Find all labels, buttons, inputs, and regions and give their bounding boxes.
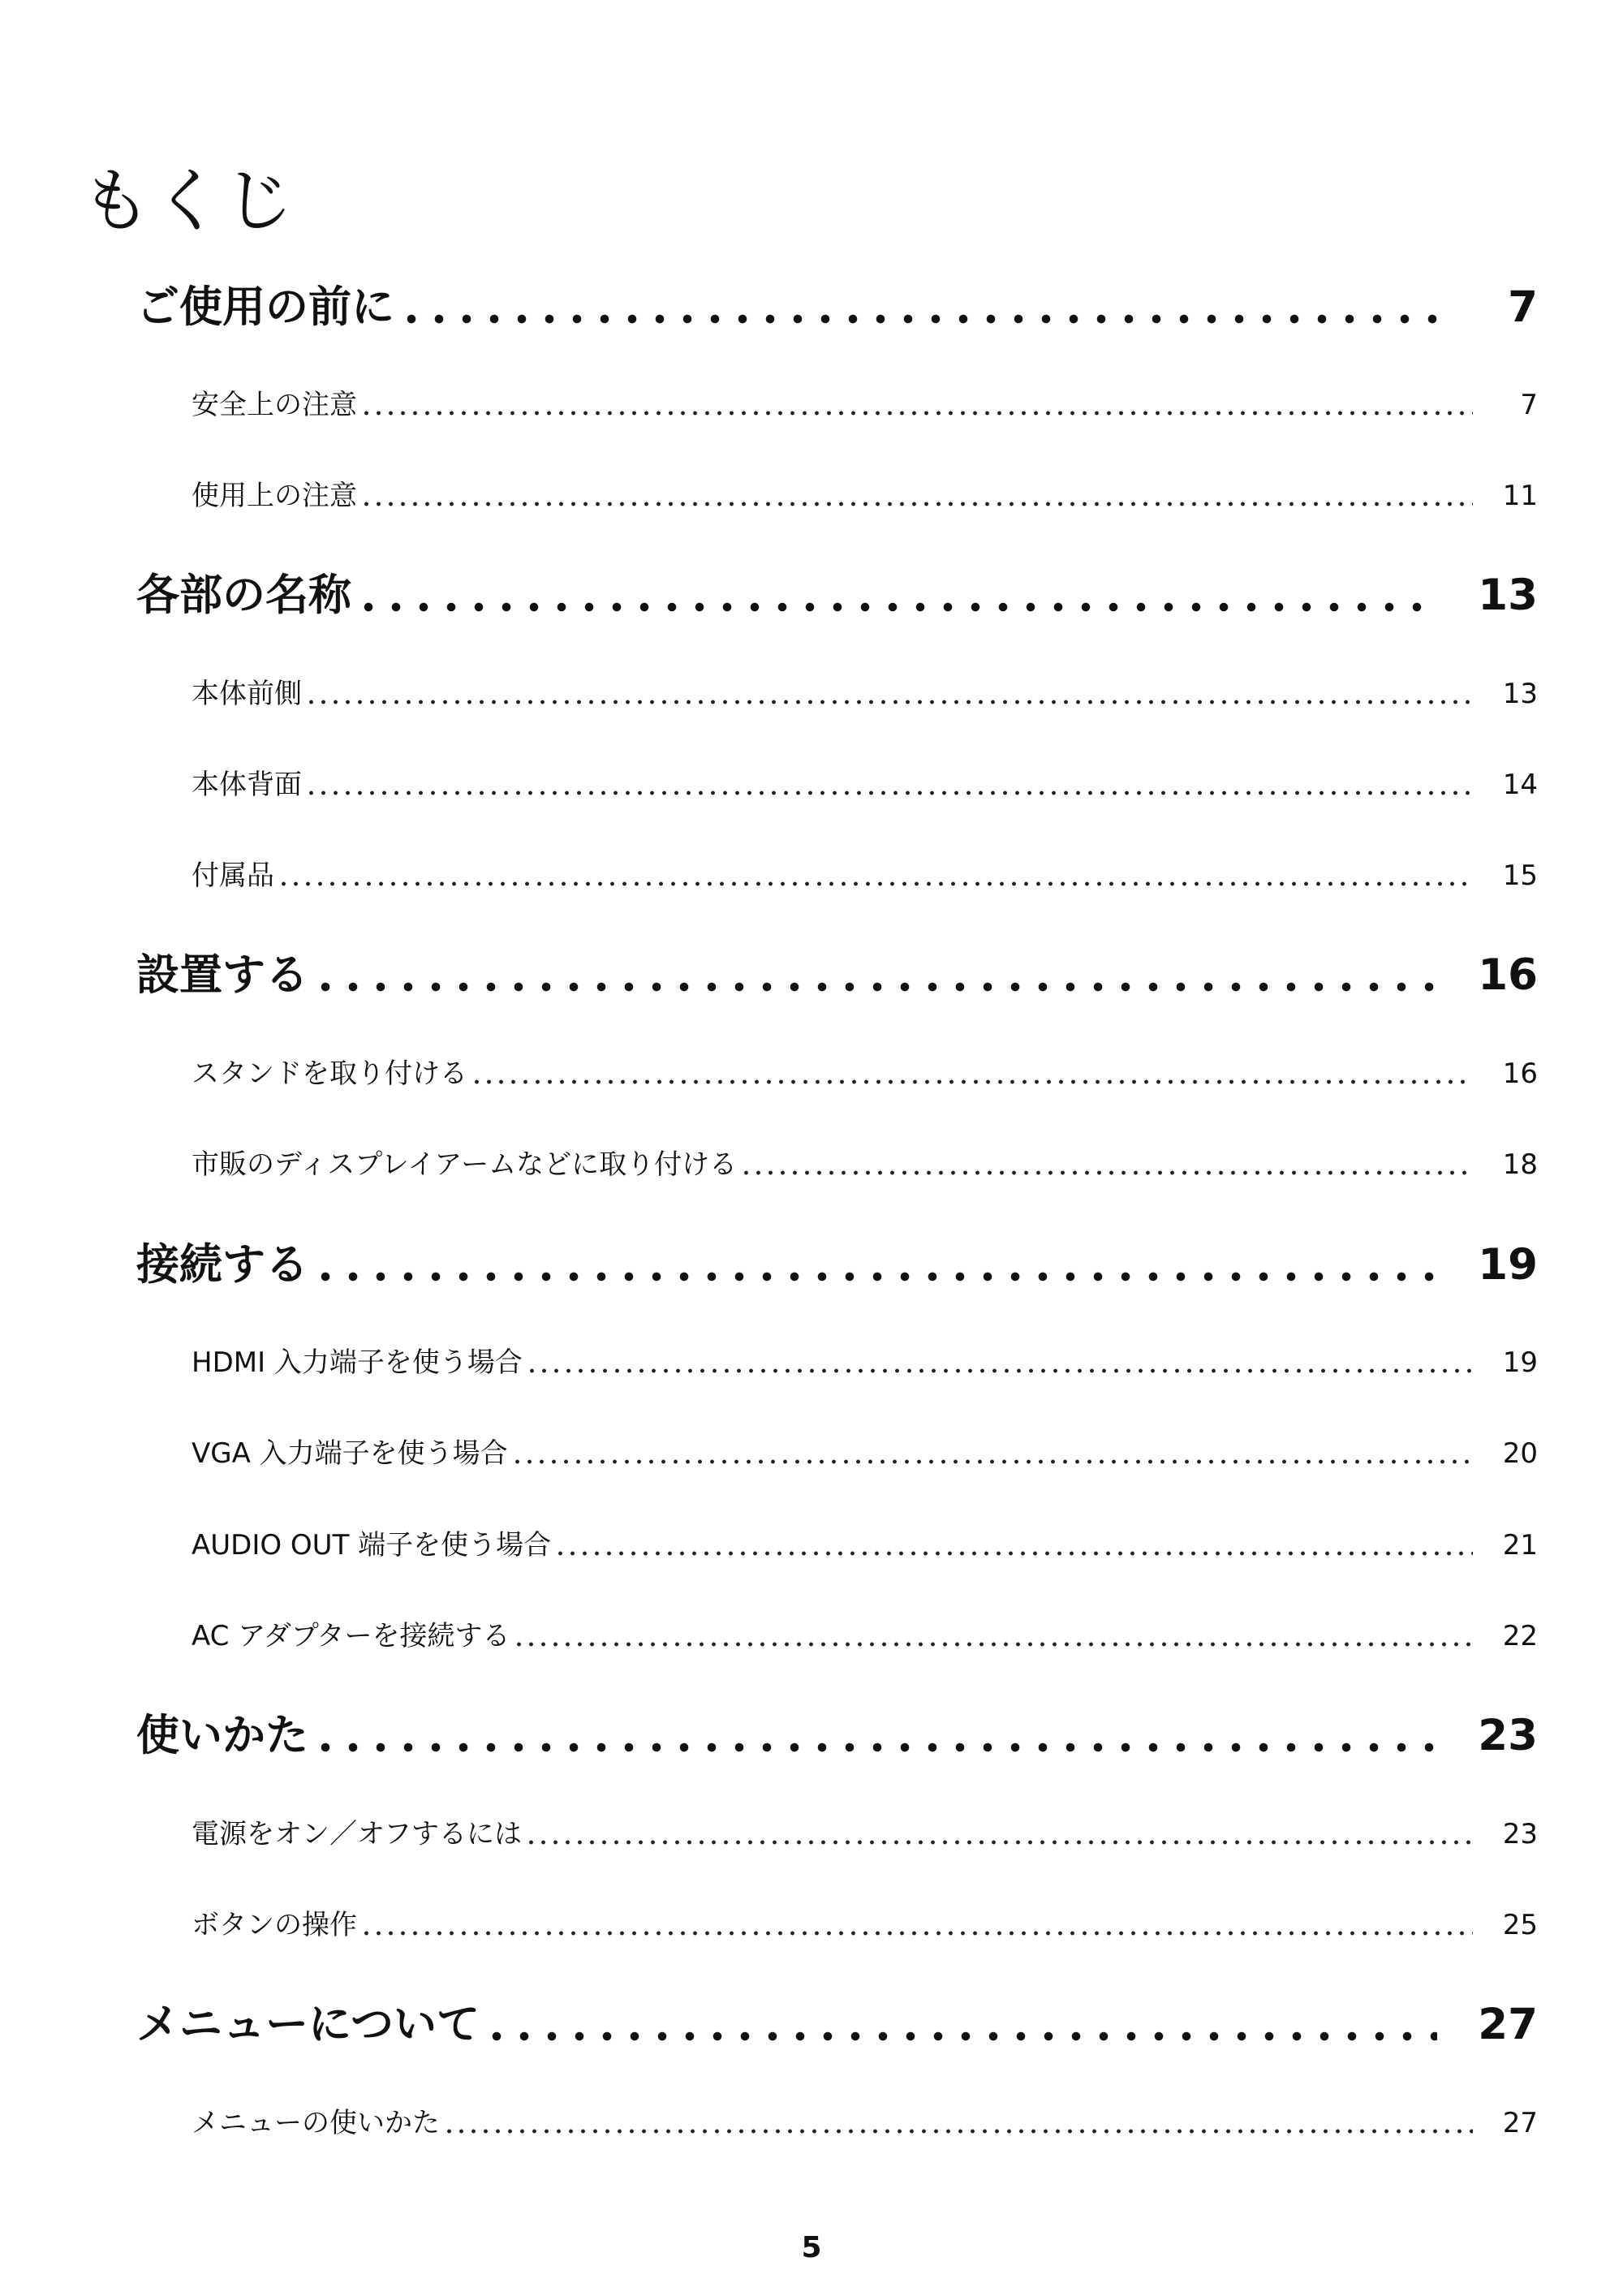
toc-chapter-entry[interactable] xyxy=(136,2000,1538,2049)
toc-entry-page: 7 xyxy=(1520,389,1538,421)
toc-entry-page: 11 xyxy=(1502,480,1538,512)
toc-entry-title: VGA 入力端子を使う場合 xyxy=(192,1437,508,1470)
dot-leader xyxy=(360,502,1473,506)
toc-entry-page: 22 xyxy=(1502,1620,1538,1652)
toc-entry-title: 付属品 xyxy=(192,859,274,892)
dot-leader xyxy=(312,982,1437,992)
toc-section-entry[interactable] xyxy=(192,1060,1538,1088)
toc-entry-page: 18 xyxy=(1502,1148,1538,1181)
toc-section-entry[interactable] xyxy=(192,1529,1538,1562)
toc-section-entry[interactable] xyxy=(192,391,1538,419)
dot-leader xyxy=(398,314,1440,324)
toc-entry-page: 19 xyxy=(1478,1240,1538,1290)
dot-leader xyxy=(305,790,1473,795)
toc-entry-page: 19 xyxy=(1502,1346,1538,1379)
toc-entry-page: 21 xyxy=(1502,1529,1538,1562)
toc-entry-page: 13 xyxy=(1502,678,1538,710)
dot-leader xyxy=(443,2129,1473,2134)
toc-entry-page: 15 xyxy=(1502,859,1538,892)
toc-entry-page: 13 xyxy=(1478,571,1538,620)
toc-chapter-entry[interactable] xyxy=(136,282,1538,332)
toc-section-entry[interactable] xyxy=(192,680,1538,708)
toc-entry-page: 23 xyxy=(1502,1818,1538,1850)
toc-entry-title: 使いかた xyxy=(136,1711,308,1760)
page-title: もくじ xyxy=(81,161,295,242)
toc-entry-page: 23 xyxy=(1478,1711,1538,1760)
toc-section-entry[interactable] xyxy=(192,1346,1538,1379)
dot-leader xyxy=(312,1272,1437,1282)
page-number: 5 xyxy=(801,2231,822,2264)
toc-entry-title: ボタンの操作 xyxy=(192,1909,357,1941)
toc-chapter-entry[interactable] xyxy=(136,1711,1538,1760)
toc-entry-page: 27 xyxy=(1502,2107,1538,2139)
toc-entry-title: スタンドを取り付ける xyxy=(192,1058,467,1090)
dot-leader xyxy=(740,1170,1473,1175)
toc-entry-title: AUDIO OUT 端子を使う場合 xyxy=(192,1529,552,1562)
toc-entry-title: 使用上の注意 xyxy=(192,480,357,512)
toc-entry-title: メニューの使いかた xyxy=(192,2107,440,2139)
toc-section-entry[interactable] xyxy=(192,2109,1538,2137)
toc-entry-title: HDMI 入力端子を使う場合 xyxy=(192,1346,523,1379)
toc-entry-title: メニューについて xyxy=(136,2000,480,2049)
toc-entry-title: 市販のディスプレイアームなどに取り付ける xyxy=(192,1148,738,1181)
dot-leader xyxy=(360,1931,1473,1936)
toc-entry-title: 安全上の注意 xyxy=(192,389,357,421)
toc-entry-page: 14 xyxy=(1502,769,1538,801)
dot-leader xyxy=(471,1079,1473,1084)
toc-section-entry[interactable] xyxy=(192,1911,1538,1939)
dot-leader xyxy=(554,1551,1473,1556)
toc-section-entry[interactable] xyxy=(192,482,1538,510)
toc-entry-title: AC アダプターを接続する xyxy=(192,1620,510,1652)
toc-section-entry[interactable] xyxy=(192,1148,1538,1181)
dot-leader xyxy=(511,1459,1473,1464)
toc-entry-title: 設置する xyxy=(136,950,308,1000)
dot-leader xyxy=(513,1642,1473,1647)
toc-entry-page: 16 xyxy=(1502,1058,1538,1090)
toc-chapter-entry[interactable] xyxy=(136,1240,1538,1290)
toc-section-entry[interactable] xyxy=(192,859,1538,892)
dot-leader xyxy=(360,411,1473,416)
dot-leader xyxy=(525,1840,1473,1845)
toc-entry-page: 27 xyxy=(1478,2000,1538,2049)
toc-chapter-entry[interactable] xyxy=(136,950,1538,1000)
toc-section-entry[interactable] xyxy=(192,1622,1538,1650)
toc-entry-title: 接続する xyxy=(136,1240,308,1290)
dot-leader xyxy=(278,881,1473,886)
dot-leader xyxy=(305,700,1473,704)
toc-entry-title: ご使用の前に xyxy=(136,282,394,332)
toc-entry-title: 電源をオン／オフするには xyxy=(192,1818,522,1850)
toc-entry-title: 本体前側 xyxy=(192,678,302,710)
dot-leader xyxy=(355,602,1437,612)
dot-leader xyxy=(483,2031,1437,2041)
dot-leader xyxy=(312,1742,1437,1752)
dot-leader xyxy=(526,1368,1473,1373)
toc-entry-page: 20 xyxy=(1502,1437,1538,1470)
toc-entry-page: 7 xyxy=(1508,282,1538,332)
toc-chapter-entry[interactable] xyxy=(136,571,1538,620)
toc-entry-title: 本体背面 xyxy=(192,769,302,801)
toc-section-entry[interactable] xyxy=(192,1820,1538,1848)
toc-entry-page: 16 xyxy=(1478,950,1538,1000)
toc-section-entry[interactable] xyxy=(192,1437,1538,1470)
toc-section-entry[interactable] xyxy=(192,771,1538,799)
toc-entry-page: 25 xyxy=(1502,1909,1538,1941)
toc-entry-title: 各部の名称 xyxy=(136,571,351,620)
